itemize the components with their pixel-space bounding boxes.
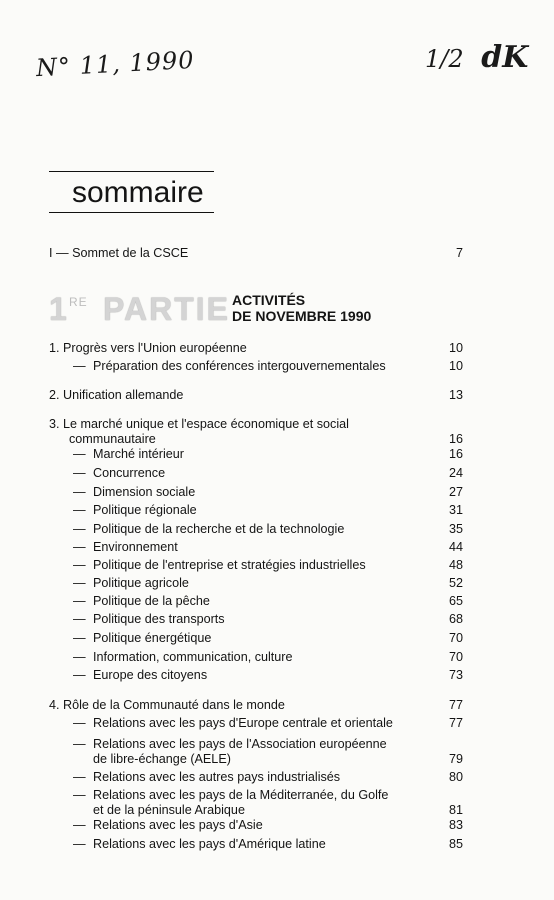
toc-entry-label: Concurrence [93,466,166,480]
toc-entry-dash: — [73,503,86,517]
handwritten-page-note [425,40,528,75]
toc-entry [49,698,463,713]
toc-entry-label: Relations avec les pays d'Europe centrale et orientale [93,716,393,730]
partie-word: PARTIE [103,291,230,327]
toc-entry-label: Relations avec les pays de l'Association européenne de libre-échange (AELE) [93,737,387,766]
toc-entry-label: Environnement [93,540,178,554]
toc-entry-page: 77 [448,716,463,730]
toc-intro-row [49,246,463,261]
toc-entry-dash: — [73,558,86,572]
toc-entry-label: Politique régionale [93,503,197,517]
toc-entry-page: 80 [448,770,463,784]
toc-entry-label: Dimension sociale [93,485,196,499]
toc-entry-page: 16 [448,432,463,446]
partie-heading-line2: DE NOVEMBRE 1990 [232,308,372,324]
title-rule-top [49,171,214,172]
toc-entry-label-continued: de libre-échange (AELE) [93,752,231,766]
toc-entry-page: 13 [448,388,463,402]
toc-entry-page: 85 [448,837,463,851]
toc-entry-label: Relations avec les pays d'Asie [93,818,263,832]
toc-entry-dash: — [73,650,86,664]
toc-entry-page: 73 [448,668,463,682]
toc-entry-dash: — [73,576,86,590]
toc-entry-dash: — [73,447,86,461]
partie-heading-line1: ACTIVITÉS [232,292,306,308]
toc-entry-page: 65 [448,594,463,608]
toc-entry-page: 68 [448,612,463,626]
toc-entry-dash: — [73,737,86,751]
toc-entry-page: 31 [448,503,463,517]
toc-entry-dash: — [73,522,86,536]
page-title: sommaire [72,176,204,209]
toc-entry-label: Politique de l'entreprise et stratégies industrielles [93,558,366,572]
toc-entry-dash: — [73,788,86,802]
toc-intro-page: 7 [455,246,463,260]
toc-entry-page: 16 [448,447,463,461]
toc-entry-label: Politique énergétique [93,631,212,645]
toc-entry-page: 44 [448,540,463,554]
toc-entry-label: Préparation des conférences intergouvernementales [93,359,386,373]
toc-entry-page: 70 [448,650,463,664]
toc-entry-label-continued: et de la péninsule Arabique [93,803,245,817]
toc-entry-label: Politique de la pêche [93,594,210,608]
toc-entry-label: 3. Le marché unique et l'espace économique et social communautaire [49,417,349,446]
toc-entry-dash: — [73,612,86,626]
toc-entry-page: 70 [448,631,463,645]
toc-entry-label: Marché intérieur [93,447,184,461]
toc-entry-page: 24 [448,466,463,480]
toc-entry-dash: — [73,485,86,499]
toc-entry-page: 79 [448,752,463,766]
toc-entry-dash: — [73,770,86,784]
toc-entry-page: 52 [448,576,463,590]
partie-suffix: RE [69,295,88,309]
toc-entry-label: Relations avec les pays de la Méditerranée, du Golfe et de la péninsule Arabique [93,788,389,817]
toc-intro-label: I — Sommet de la CSCE [49,246,189,260]
toc-entry-dash: — [73,668,86,682]
toc-entry-dash: — [73,359,86,373]
toc-entry-dash: — [73,818,86,832]
partie-heading [49,291,469,331]
toc-entry-label: Politique de la recherche et de la technologie [93,522,345,536]
toc-entry-label: 1. Progrès vers l'Union européenne [49,341,247,355]
toc-entry-label: Europe des citoyens [93,668,208,682]
toc-entry-dash: — [73,466,86,480]
toc-entry-label-continued: communautaire [69,432,156,446]
toc-entry-dash: — [73,540,86,554]
toc-entry-label: Information, communication, culture [93,650,293,664]
toc-entry-page: 48 [448,558,463,572]
toc-entry-dash: — [73,594,86,608]
toc-entry-label: 2. Unification allemande [49,388,184,402]
toc-entry-dash: — [73,631,86,645]
handwritten-initials: dK [481,40,529,75]
title-rule-bottom [49,212,214,213]
toc-entry-page: 35 [448,522,463,536]
toc-entry-page: 27 [448,485,463,499]
toc-entry-page: 10 [448,359,463,373]
toc-entry-dash: — [73,716,86,730]
toc-entry-page: 10 [448,341,463,355]
toc-entry [49,417,463,447]
toc-entry [49,341,463,356]
toc-entry-dash: — [73,837,86,851]
toc-entry-page: 81 [448,803,463,817]
toc-entry-page: 77 [448,698,463,712]
handwritten-fraction: 1/2 [425,45,464,73]
toc-entry-label: Politique agricole [93,576,189,590]
toc-entry-label: 4. Rôle de la Communauté dans le monde [49,698,285,712]
toc-entry-label: Relations avec les pays d'Amérique latine [93,837,326,851]
toc-entry [49,388,463,403]
toc-entry-label: Relations avec les autres pays industrialisés [93,770,341,784]
partie-number: 1 [49,291,67,327]
handwritten-issue-note: N° 11, 1990 [35,45,196,83]
toc-entry-page: 83 [448,818,463,832]
toc-entry-label: Politique des transports [93,612,225,626]
